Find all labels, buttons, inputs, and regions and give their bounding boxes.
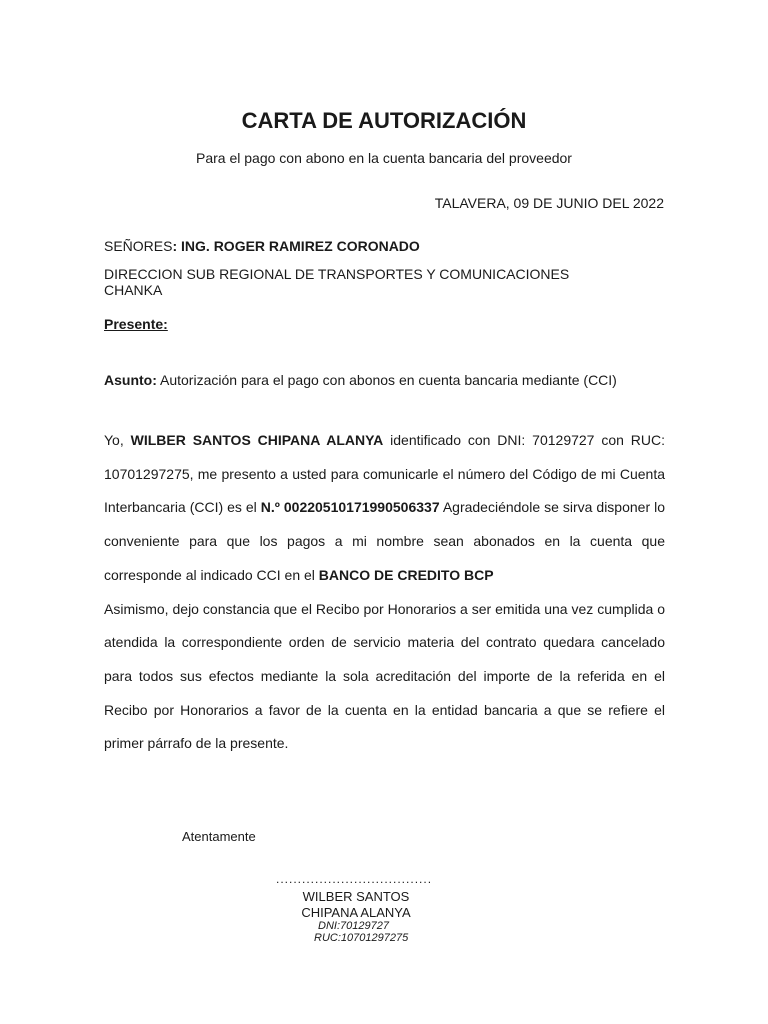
signature-dni: DNI:70129727 bbox=[318, 920, 389, 932]
paragraph-2: Asimismo, dejo constancia que el Recibo por Honorarios a ser emitida una vez cumplida o atendida la correspondiente orden de servicio materia del contrato quedara cancelado para todos sus efectos mediante la sola acreditación del importe de la referida en el Recibo por Honorarios a favor de la cuenta en la entidad bancaria a que se refiere el primer párrafo de la presente. bbox=[104, 600, 665, 752]
signature-line: .................................... bbox=[276, 872, 433, 886]
department-line-1: DIRECCION SUB REGIONAL DE TRANSPORTES Y COMUNICACIONES bbox=[104, 266, 570, 282]
letter-body bbox=[104, 424, 665, 761]
place-date: TALAVERA, 09 DE JUNIO DEL 2022 bbox=[434, 195, 664, 211]
p1-text-2: Agradeciéndole se sirva disponer lo conveniente para que los pagos a mi nombre sean abonados en la cuenta que corresponde al indicado CCI en el bbox=[104, 499, 665, 583]
subject-line bbox=[104, 372, 617, 388]
recipient-label: SEÑORES bbox=[104, 238, 173, 254]
signature-ruc: RUC:10701297275 bbox=[314, 932, 409, 944]
p1-intro: Yo, bbox=[104, 432, 131, 448]
recipient-line bbox=[104, 238, 420, 254]
p1-text: identificado con DNI: 70129727 con RUC: 10701297275, me presento a usted para comunicarle el número del Código de mi Cuenta Interbancaria (CCI) es el bbox=[104, 432, 665, 516]
paragraph-1 bbox=[104, 424, 665, 593]
closing: Atentamente bbox=[182, 829, 256, 844]
p1-name: WILBER SANTOS CHIPANA ALANYA bbox=[130, 432, 384, 448]
greeting: Presente: bbox=[104, 316, 168, 332]
p1-cci: N.º 00220510171990506337 bbox=[260, 499, 440, 516]
document-subtitle: Para el pago con abono en la cuenta bancaria del proveedor bbox=[196, 150, 572, 166]
department-line-2: CHANKA bbox=[104, 282, 163, 298]
p1-bank: BANCO DE CREDITO BCP bbox=[318, 566, 494, 583]
recipient-department bbox=[104, 266, 569, 298]
subject-text: Autorización para el pago con abonos en cuenta bancaria mediante (CCI) bbox=[156, 372, 617, 388]
recipient-name: : ING. ROGER RAMIREZ CORONADO bbox=[172, 238, 420, 254]
subject-label: Asunto: bbox=[104, 372, 157, 388]
document-title: CARTA DE AUTORIZACIÓN bbox=[241, 108, 527, 133]
signature-name: WILBER SANTOS CHIPANA ALANYA bbox=[301, 889, 411, 920]
